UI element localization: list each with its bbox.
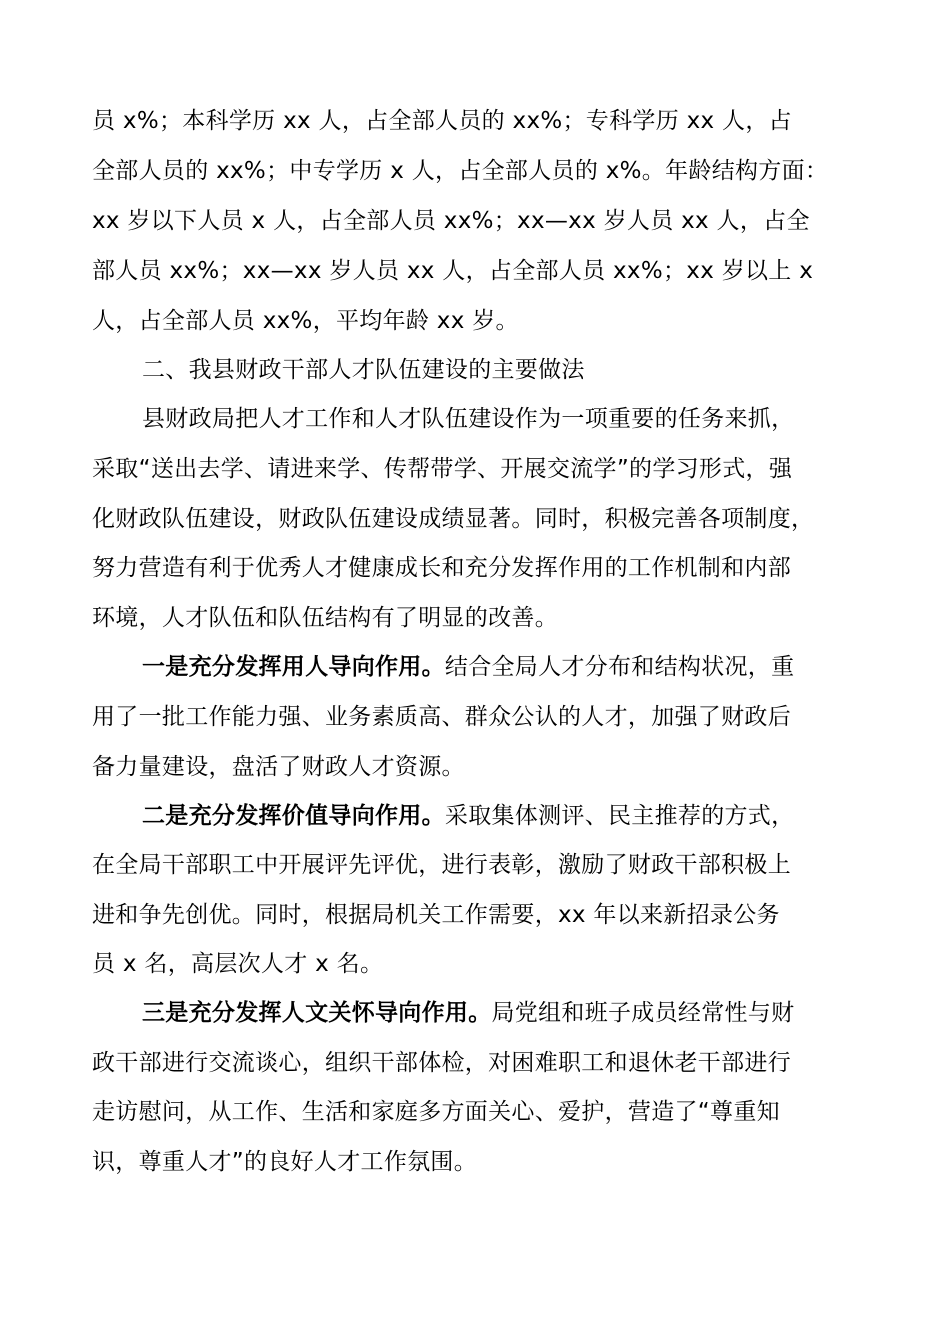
paragraph-line: 化财政队伍建设，财政队伍建设成绩显著。同时，积极完善各项制度， [92,506,815,532]
paragraph-line: 备力量建设，盘活了财政人才资源。 [92,754,465,780]
paragraph-line: 进和争先创优。同时，根据局机关工作需要，xx 年以来新招录公务 [92,902,780,928]
item-3-text: 局党组和班子成员经常性与财 [491,1000,795,1026]
paragraph-line: 县财政局把人才工作和人才队伍建设作为一项重要的任务来抓， [142,406,795,432]
item-3-first-line [142,998,794,1028]
item-2-heading: 二是充分发挥价值导向作用。 [142,803,445,829]
paragraph-line: 环境，人才队伍和队伍结构有了明显的改善。 [92,605,558,631]
item-3-heading: 三是充分发挥人文关怀导向作用。 [142,1000,492,1026]
paragraph-line: 政干部进行交流谈心，组织干部体检，对困难职工和退休老干部进行 [92,1050,791,1076]
paragraph-line: 走访慰问，从工作、生活和家庭多方面关心、爱护，营造了“尊重知 [92,1099,780,1125]
paragraph-line: 采取“送出去学、请进来学、传帮带学、开展交流学”的学习形式，强 [92,456,793,482]
paragraph-line: 用了一批工作能力强、业务素质高、群众公认的人才，加强了财政后 [92,704,791,730]
item-2-text: 采取集体测评、民主推荐的方式， [444,803,795,829]
paragraph-line: 员 x 名，高层次人才 x 名。 [92,951,384,977]
item-1-heading: 一是充分发挥用人导向作用。 [142,654,445,680]
paragraph-line: 识，尊重人才”的良好人才工作氛围。 [92,1149,478,1175]
section-heading: 二、我县财政干部人才队伍建设的主要做法 [142,357,585,383]
paragraph-line: 员 x%；本科学历 xx 人，占全部人员的 xx%；专科学历 xx 人，占 [92,108,792,134]
item-1-text: 结合全局人才分布和结构状况，重 [444,654,795,680]
paragraph-line: 部人员 xx%；xx—xx 岁人员 xx 人，占全部人员 xx%；xx 岁以上 x [92,258,814,284]
paragraph-line: 全部人员的 xx%；中专学历 x 人，占全部人员的 x%。年龄结构方面： [92,158,829,184]
item-2-first-line [142,801,794,831]
paragraph-line: 在全局干部职工中开展评先评优，进行表彰，激励了财政干部积极上 [92,852,791,878]
item-1-first-line [142,652,794,682]
paragraph-line: 人，占全部人员 xx%，平均年龄 xx 岁。 [92,308,519,334]
paragraph-line: xx 岁以下人员 x 人，占全部人员 xx%；xx—xx 岁人员 xx 人，占全 [92,208,810,234]
paragraph-line: 努力营造有利于优秀人才健康成长和充分发挥作用的工作机制和内部 [92,555,791,581]
